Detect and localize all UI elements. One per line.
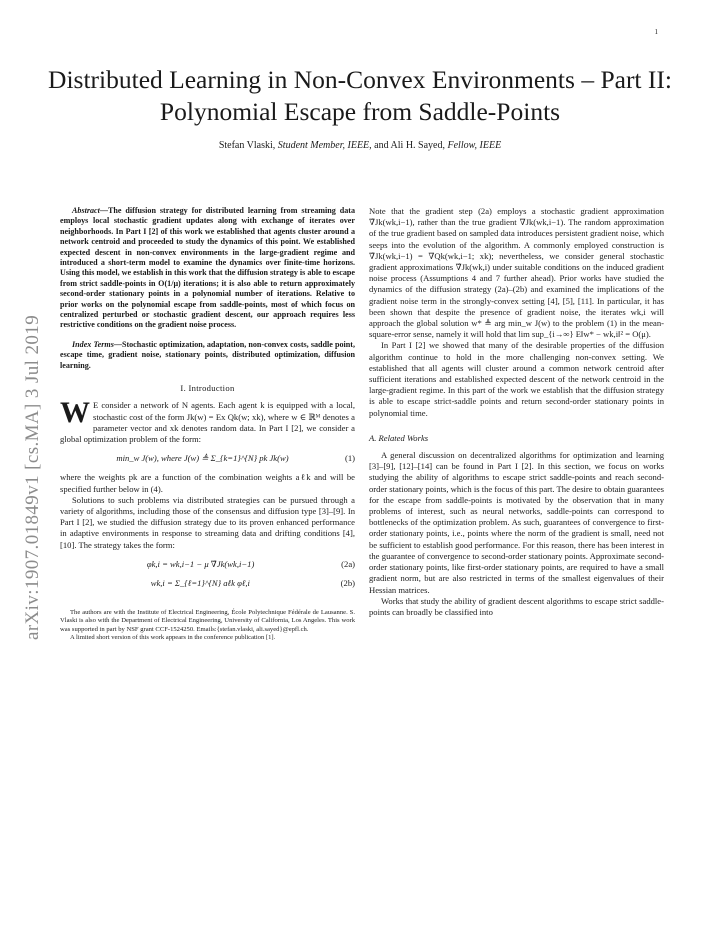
paragraph: A general discussion on decentralized algorithms for optimization and learning [3]–[9], [12]–[14] can be found in Part I [2]. In this section, we focus on works studying the ability of algorithms to escape strict saddle-points and reach second-order stationary points, which is the focus of this part. The desire to obtain guarantees for the escape from saddle-points is motivated by the observation that in many problems of interest, such as neural networks, saddle-points can correspond to bottlenecks of the optimization problem. As such, guarantees of convergence to first-order stationary points, i.e., points where the norm of the gradient is small, need not be sufficient to establish good performance. For this reason, there has been interest in the guarantee of convergence to second-order stationary points. Approximate second-order stationary points, like first-order stationary points, are required to have a small gradient norm, but are also restricted in terms of the smallest eigenvalues of their Hessian matrices.: [369, 450, 664, 595]
abstract: [60, 206, 355, 331]
author-role: Fellow, IEEE: [447, 140, 502, 151]
equation-number: (2b): [340, 577, 355, 588]
equation-2b: [60, 578, 355, 589]
equation-body: φk,i = wk,i−1 − μ ∇̂Jk(wk,i−1): [146, 558, 255, 569]
paragraph: Works that study the ability of gradient descent algorithms to escape strict saddle-points can broadly be classified into: [369, 595, 664, 617]
author-role: Student Member, IEEE,: [277, 140, 372, 151]
equation-number: (1): [344, 453, 355, 464]
arxiv-watermark: arXiv:1907.01849v1 [cs.MA] 3 Jul 2019: [22, 314, 43, 640]
intro-text: E consider a network of N agents. Each agent k is equipped with a local, stochastic cost of the form Jk(w) = Ex Qk(w; xk), where w ∈ ℝᴹ denotes a parameter vector and xk denotes random data. In Part I [2], we consider a global optimization problem of the form:: [60, 400, 355, 444]
index-terms: [60, 340, 355, 371]
paragraph: Solutions to such problems via distributed strategies can be pursued through a variety of algorithms, including those of the consensus and diffusion type [3]–[9]. In Part I [2], we studied the diffusion strategy due to its proven enhanced performance in adaptive environments in response to streaming data and drifting conditions [4], [10]. The strategy takes the form:: [60, 494, 355, 550]
paragraph: In Part I [2] we showed that many of the desirable properties of the diffusion algorithm continue to hold in the more challenging non-convex setting. We established that all agents will cluster around a common network centroid after sufficient iterations and established expected descent of the network centroid in the large-gradient regime. In this part of the work we establish that the diffusion strategy is able to escape strict-saddle points and return second-order stationary points in polynomial time.: [369, 340, 664, 418]
abstract-text: —The diffusion strategy for distributed learning from streaming data employs local stochastic gradient updates along with exchange of iterates over neighborhoods. In Part I [2] of this work we established that agents cluster around a network centroid and proceeded to study the dynamics of this point. We established expected descent in non-convex environments in the large-gradient regime and introduced a short-term model to examine the dynamics over finite-time horizons. Using this model, we establish in this work that the diffusion strategy is able to escape from strict saddle-points in O(1/μ) iterations; it is also able to return approximately second-order stationary points in a polynomial number of iterations. Relative to prior works on the polynomial escape from saddle-points, most of which focus on centralized perturbed or stochastic gradient descent, our approach requires less restrictive conditions on the gradient noise process.: [60, 206, 355, 330]
subsection-heading: A. Related Works: [369, 432, 429, 443]
paper-title: Distributed Learning in Non-Convex Environments – Part II: Polynomial Escape from Saddle-Points: [48, 65, 672, 126]
author-line: [40, 140, 680, 151]
index-terms-text: —Stochastic optimization, adaptation, non-convex costs, saddle point, escape time, gradient noise, stationary points, distributed optimization, diffusion learning.: [60, 339, 355, 370]
drop-cap: W: [60, 396, 90, 430]
equation-2a: [60, 559, 355, 570]
index-terms-lead: Index Terms: [72, 339, 114, 349]
abstract-lead: Abstract: [72, 206, 100, 215]
left-column: [60, 206, 355, 642]
footnote-conference: A limited short version of this work appears in the conference publication [1].: [70, 633, 276, 641]
paragraph: Note that the gradient step (2a) employs a stochastic gradient approximation ∇̂Jk(wk,i−1), rather than the true gradient ∇Jk(wk,i−1). The random approximation of the true gradient based on sampled data introduces persistent gradient noise, which seeps into the evolution of the algorithm. A commonly employed construction is ∇̂Jk(wk,i−1) = ∇Qk(wk,i−1; xk); nevertheless, we consider general stochastic gradient approximations ∇̂Jk(wk,i) under suitable conditions on the induced gradient noise process (Assumptions 4 and 7 further ahead). Prior works have studied the dynamics of the diffusion strategy (2a)–(2b) and examined the implications of the gradient noise term in the strongly-convex setting [4], [5], [11]. In particular, it has been shown that despite the presence of gradient noise, the iterates wk,i will approach the global solution w* ≜ arg min_w J(w) to the problem (1) in the mean-square-error sense, namely it will hold that lim sup_{i→∞} E‖w* − wk,i‖² = O(μ).: [369, 206, 664, 340]
author-name: Stefan Vlaski,: [218, 140, 278, 151]
equation-body: wk,i = Σ_{ℓ=1}^{N} aℓk φℓ,i: [150, 577, 250, 588]
author-name: and Ali H. Sayed,: [371, 140, 448, 151]
equation-1: [60, 453, 355, 464]
footnote: [60, 609, 355, 642]
page-number: 1: [654, 28, 658, 36]
equation-number: (2a): [341, 558, 355, 569]
right-column: [369, 206, 664, 618]
paragraph: where the weights pk are a function of the combination weights aℓk and will be specified further below in (4).: [60, 472, 355, 494]
equation-body: min_w J(w), where J(w) ≜ Σ_{k=1}^{N} pk Jk(w): [116, 453, 289, 464]
section-heading: I. Introduction: [180, 383, 235, 394]
intro-paragraph: [60, 396, 355, 445]
footnote-affiliation: The authors are with the Institute of Electrical Engineering, École Polytechnique Fédérale de Lausanne. S. Vlaski is also with the Department of Electrical Engineering, University of California, Los Angeles. This work was supported in part by NSF grant CCF-1524250. Emails:{stefan.vlaski, ali.sayed}@epfl.ch.: [60, 609, 355, 633]
